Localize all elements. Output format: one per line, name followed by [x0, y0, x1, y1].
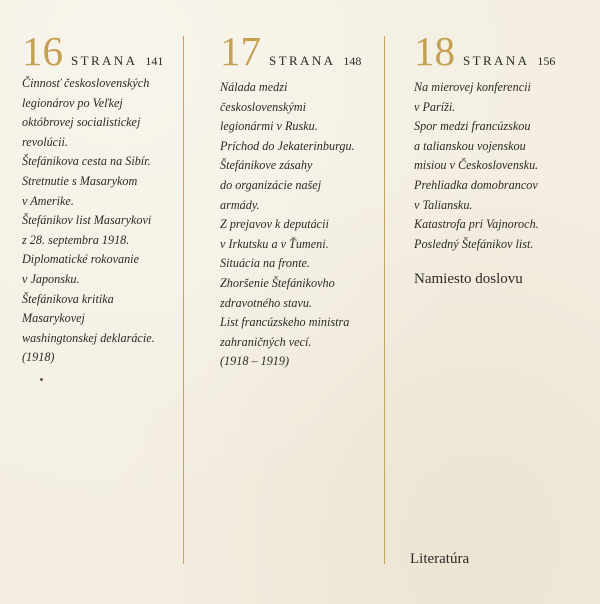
afterword-heading: Namiesto doslovu	[414, 271, 523, 287]
topic-line: Stretnutie s Masarykom	[22, 173, 138, 188]
topic-line: Príchod do Jekaterinburgu.	[220, 138, 355, 153]
page-label: STRANA	[71, 53, 138, 68]
topic-line: v Amerike.	[22, 193, 74, 208]
topic-line: (1918 – 1919)	[220, 354, 290, 369]
topic-line: armády.	[220, 197, 260, 212]
chapter-column-17	[220, 30, 380, 372]
page-label: STRANA	[269, 53, 336, 68]
topic-line: do organizácie našej	[220, 177, 322, 192]
topic-line: (1918)	[22, 350, 55, 365]
topic-line: Štefánikov list Masarykovi	[22, 213, 152, 228]
chapter-heading	[22, 30, 182, 72]
column-divider-1	[183, 36, 184, 564]
topic-line: legionárov po Veľkej	[22, 95, 123, 110]
chapter-number: 18	[414, 28, 455, 74]
topic-line: Posledný Štefánikov list.	[414, 236, 534, 251]
topic-line: Štefánikova kritika	[22, 291, 114, 306]
topic-line: washingtonskej deklarácie.	[22, 330, 155, 345]
topic-line: československými	[220, 99, 306, 114]
topic-line: zdravotného stavu.	[220, 295, 313, 310]
topic-line: legionármi v Rusku.	[220, 119, 318, 134]
chapter-topics	[220, 78, 380, 372]
page-number: 148	[343, 54, 362, 68]
topic-line: revolúcii.	[22, 134, 68, 149]
topic-line: v Japonsku.	[22, 271, 80, 286]
chapter-column-16	[22, 30, 182, 368]
chapter-heading	[414, 30, 594, 72]
topic-line: Prehliadka domobrancov	[414, 177, 538, 192]
topic-line: Štefánikova cesta na Sibír.	[22, 154, 151, 169]
topic-line: Diplomatické rokovanie	[22, 252, 139, 267]
topic-line: a talianskou vojenskou	[414, 138, 526, 153]
topic-line: List francúzskeho ministra	[220, 315, 350, 330]
topic-line: októbrovej socialistickej	[22, 115, 141, 130]
topic-line: Situácia na fronte.	[220, 256, 310, 271]
literature-heading: Literatúra	[410, 551, 470, 567]
topic-line: Činnosť československých	[22, 76, 150, 90]
chapter-topics	[22, 74, 182, 368]
topic-line: Štefánikove zásahy	[220, 158, 313, 173]
chapter-topics	[414, 78, 594, 254]
chapter-number: 16	[22, 28, 63, 74]
chapter-column-18	[414, 30, 594, 254]
topic-line: misiou v Československu.	[414, 158, 539, 173]
topic-line: Na mierovej konferencii	[414, 80, 531, 94]
page-number: 141	[145, 54, 164, 68]
topic-line: Masarykovej	[22, 311, 85, 326]
topic-line: Z prejavov k deputácii	[220, 217, 329, 232]
page-number: 156	[537, 54, 556, 68]
topic-line: v Irkutsku a v Ťumeni.	[220, 236, 329, 251]
topic-line: Zhoršenie Štefánikovho	[220, 275, 335, 290]
ink-speck	[40, 378, 43, 381]
chapter-number: 17	[220, 28, 261, 74]
page-label: STRANA	[463, 53, 530, 68]
topic-line: zahraničných vecí.	[220, 334, 312, 349]
topic-line: z 28. septembra 1918.	[22, 232, 130, 247]
topic-line: Katastrofa pri Vajnoroch.	[414, 217, 539, 232]
topic-line: Nálada medzi	[220, 80, 288, 94]
topic-line: Spor medzi francúzskou	[414, 119, 531, 134]
chapter-heading	[220, 30, 380, 72]
topic-line: v Taliansku.	[414, 197, 473, 212]
column-divider-2	[384, 36, 385, 564]
topic-line: v Paríži.	[414, 99, 456, 114]
